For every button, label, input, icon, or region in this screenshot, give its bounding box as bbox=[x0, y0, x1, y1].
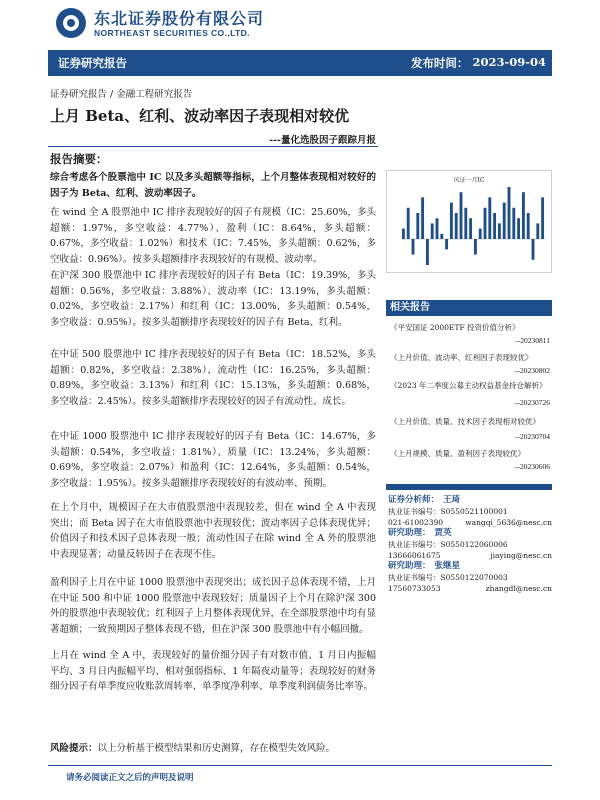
chart-bar bbox=[455, 213, 458, 239]
summary-paragraph-4: 在中证 1000 股票池中 IC 排序表现较好的因子有 Beta（IC：14.67%，多头超额：0.54%，多空收益：1.81%）、质量（IC：13.24%，多头超额：0.69%，多空收益：2.07%）和盈利（IC：12.64%，多头超额：0.54%，多空收益：1.95%）。按多头超额排序表现较好的有波动率、预期。 bbox=[50, 431, 376, 489]
summary-label: 报告摘要： bbox=[50, 152, 108, 166]
analyst-phone: 021-61002390 bbox=[388, 518, 444, 527]
chart-bar bbox=[412, 239, 415, 255]
analyst-license: 执业证书编号：S0550122070003 bbox=[388, 573, 508, 582]
chart-bar bbox=[416, 213, 419, 239]
summary-paragraph-6: 盈利因子上月在中证 1000 股票池中表现突出；成长因子总体表现不错，上月在中证 500 和中证 1000 股票池中表现较好；质量因子上个月在除沪深 300 外的股票池中表现较优；红利因子上月整体表现优异，在全部股票池中均有显著超额；一致预期因子整体表现不错，但在沪深 300 股票池中有小幅回撤。 bbox=[50, 577, 376, 635]
banner-report-type: 证券研究报告 bbox=[58, 56, 127, 70]
chart-bar bbox=[527, 213, 530, 239]
publish-time-date: 2023-09-04 bbox=[472, 55, 546, 69]
summary-paragraph-7: 上月在 wind 全 A 中，表现较好的量价细分因子有对数市值、1 月日内振幅平均、3 月日内振幅平均、相对强弱指标、1 年隔夜动量等；表现较好的财务细分因子有单季度应收账款周转率、单季度净利率、单季度利润债务比率等。 bbox=[50, 650, 376, 692]
chart-bar bbox=[536, 223, 539, 239]
chart-bar bbox=[512, 208, 515, 239]
chart-bar bbox=[445, 239, 448, 249]
company-logo bbox=[56, 5, 264, 41]
analyst-name: 王琦 bbox=[443, 495, 461, 505]
footer-divider bbox=[48, 765, 552, 766]
chart-bar bbox=[493, 213, 496, 239]
analyst-phone: 17560733053 bbox=[388, 584, 441, 593]
publish-time bbox=[411, 55, 546, 71]
analyst-block-2 bbox=[388, 528, 552, 561]
chart-bar bbox=[440, 234, 443, 239]
analyst-role: 研究助理： bbox=[388, 561, 431, 571]
chart-bar bbox=[484, 208, 487, 239]
breadcrumb: 证券研究报告 / 金融工程研究报告 bbox=[50, 89, 193, 100]
related-report-title-4[interactable]: 《上月价值、质量、技术因子表现相对较优》 bbox=[390, 417, 540, 426]
company-name-en: NORTHEAST SECURITIES CO.,LTD. bbox=[94, 27, 250, 38]
summary-paragraph-5: 在上个月中，规模因子在大市值股票池中表现较差，但在 wind 全 A 中表现突出；而 Beta 因子在大市值股票池中表现较优；波动率因子总体表现优异；价值因子和技术因子总体表现一般；流动性因子在除 wind 全 A 外的股票池中表现显著；动量反转因子在表现不佳。 bbox=[50, 502, 376, 560]
chart-bar bbox=[522, 192, 525, 239]
chart-bar bbox=[474, 239, 477, 255]
summary-intro: 综合考虑各个股票池中 IC 以及多头超额等指标，上个月整体表现相对较好的因子为 Beta、红利、波动率因子。 bbox=[50, 172, 376, 199]
page-subtitle: ---量化选股因子跟踪月报 bbox=[269, 135, 376, 146]
chart-bar bbox=[488, 197, 491, 239]
summary-paragraph-1: 在 wind 全 A 股票池中 IC 排序表现较好的因子有规模（IC：25.60%，多头超额：1.97%，多空收益：4.77%）、盈利（IC：8.64%，多头超额：0.67%，多空收益：1.02%）和技术（IC：7.45%，多头超额：0.62%，多空收益：0.96%）。按多头超额排序表现较好的有规模、波动率。 bbox=[50, 207, 376, 265]
related-report-date-4: --20230704 bbox=[515, 432, 550, 441]
related-report-date-5: --20230606 bbox=[515, 462, 550, 471]
analyst-divider-bar bbox=[386, 484, 552, 490]
chart-bar bbox=[421, 197, 424, 239]
summary-paragraph-3: 在中证 500 股票池中 IC 排序表现较好的因子有 Beta（IC：18.52%，多头超额：0.82%，多空收益：2.38%）、流动性（IC：16.25%，多头超额：0.89%，多空收益：3.13%）和红利（IC：15.13%，多头超额：0.68%，多空收益：2.45%）。按多头超额排序表现较好的因子有流动性、成长。 bbox=[50, 349, 376, 407]
related-report-title-1[interactable]: 《平安国证 2000ETF 投资价值分析》 bbox=[390, 323, 520, 332]
chart-bar bbox=[469, 218, 472, 239]
related-report-date-3: --20230726 bbox=[515, 398, 550, 407]
title-divider bbox=[48, 146, 378, 147]
chart-canvas bbox=[387, 171, 553, 274]
chart-bar bbox=[436, 218, 439, 239]
chart-bar bbox=[402, 229, 405, 239]
analyst-block-1 bbox=[388, 495, 552, 528]
analyst-email[interactable]: wangqi_5636@nesc.cn bbox=[465, 518, 552, 527]
chart-bar bbox=[541, 197, 544, 239]
chart-bar bbox=[479, 229, 482, 239]
chart-bar bbox=[503, 203, 506, 239]
chart-bar bbox=[431, 223, 434, 239]
analyst-name: 张继星 bbox=[434, 561, 461, 571]
chart-bar bbox=[508, 187, 511, 239]
chart-bar bbox=[450, 203, 453, 239]
publish-time-label: 发布时间： bbox=[410, 56, 469, 70]
related-report-date-1: --20230811 bbox=[515, 336, 550, 345]
related-report-title-3[interactable]: 《2023 年二季度公募主动权益基金持仓解析》 bbox=[390, 381, 547, 390]
chart-bar bbox=[407, 208, 410, 239]
risk-warning bbox=[50, 740, 335, 754]
chart-bar bbox=[460, 192, 463, 239]
analyst-license: 执业证书编号：S0550122060006 bbox=[388, 540, 508, 549]
analyst-role: 研究助理： bbox=[388, 528, 431, 538]
related-report-title-2[interactable]: 《上月价值、波动率、红利因子表现较优》 bbox=[390, 353, 533, 362]
analyst-email[interactable]: jiaying@nesc.cn bbox=[490, 551, 552, 560]
analyst-role: 证券分析师： bbox=[388, 495, 440, 505]
page-title: 上月 Beta、红利、波动率因子表现相对较优 bbox=[50, 107, 350, 125]
company-logo-icon bbox=[56, 8, 86, 38]
chart-bar bbox=[532, 239, 535, 260]
ic-chart bbox=[386, 170, 552, 273]
risk-label: 风险提示： bbox=[50, 743, 98, 754]
chart-bar bbox=[498, 223, 501, 239]
risk-text: 以上分析基于模型结果和历史测算，存在模型失效风险。 bbox=[97, 743, 336, 754]
company-name-cn: 东北证券股份有限公司 bbox=[94, 8, 265, 28]
footer-disclaimer: 请务必阅读正文之后的声明及说明 bbox=[66, 773, 194, 783]
related-reports-header: 相关报告 bbox=[386, 300, 552, 316]
analyst-email[interactable]: zhangdl@nesc.cn bbox=[485, 584, 552, 593]
summary-paragraph-2: 在沪深 300 股票池中 IC 排序表现较好的因子有 Beta（IC：19.39%，多头超额：0.56%，多空收益：3.88%）、波动率（IC：13.19%，多头超额：0.02%，多空收益：2.17%）和红利（IC：13.00%，多头超额：0.54%，多空收益：0.95%）。按多头超额排序表现较好的因子有 Beta、红利。 bbox=[50, 270, 376, 328]
chart-bar bbox=[517, 218, 520, 239]
chart-title: 风证一月IC bbox=[453, 177, 485, 184]
analyst-license: 执业证书编号：S0550521100001 bbox=[388, 507, 508, 516]
analyst-phone: 13666061675 bbox=[388, 551, 441, 560]
related-report-title-5[interactable]: 《上月规模、质量、盈利因子表现较优》 bbox=[390, 449, 525, 458]
chart-bar bbox=[464, 208, 467, 239]
chart-bar bbox=[426, 239, 429, 265]
header-banner bbox=[48, 50, 552, 76]
analyst-block-3 bbox=[388, 561, 552, 594]
analyst-name: 贾英 bbox=[434, 528, 452, 538]
related-report-date-2: --20230802 bbox=[515, 366, 550, 375]
